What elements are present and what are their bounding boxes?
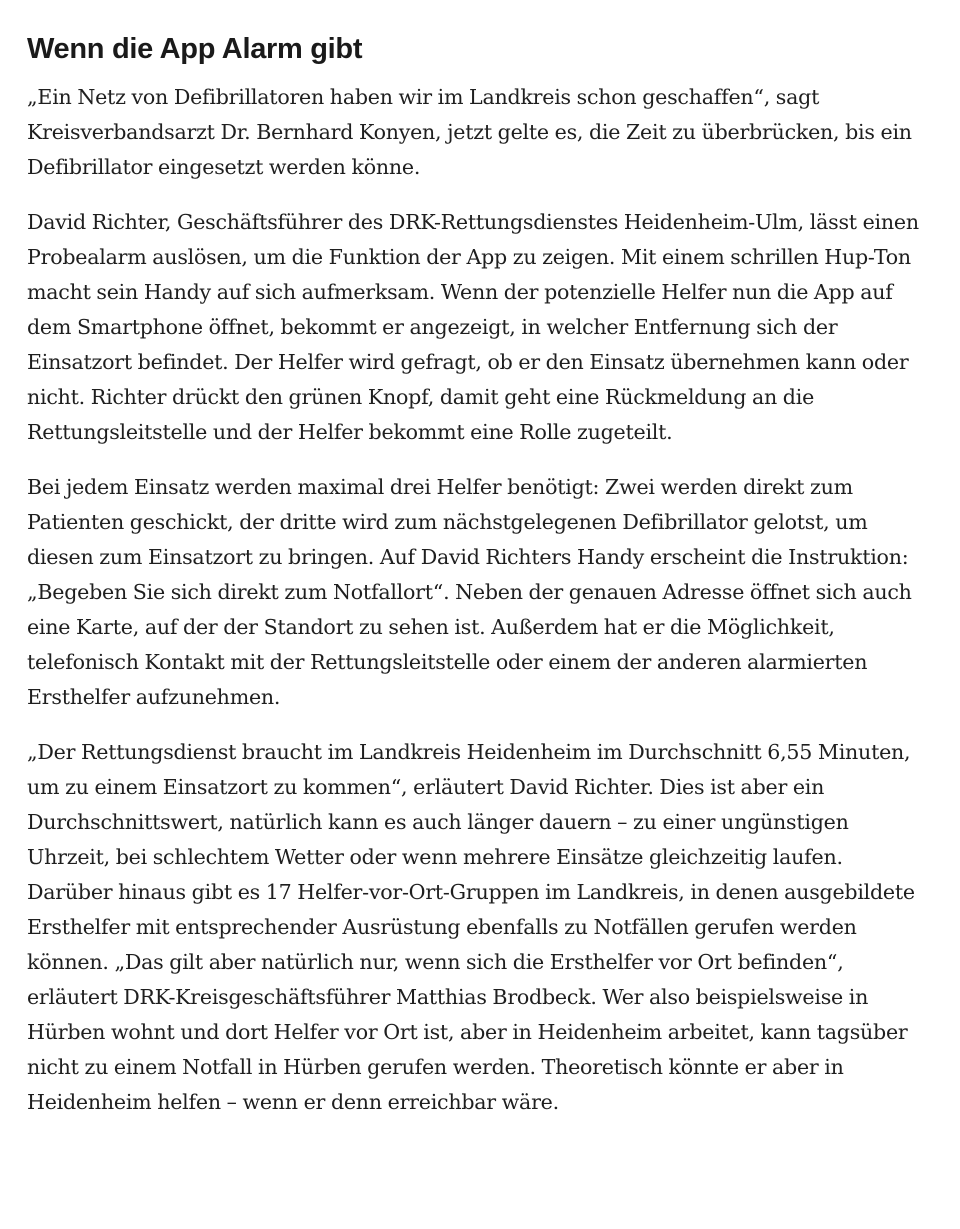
- paragraph-1: „Ein Netz von Defibrillatoren haben wir im Landkreis schon geschaffen“, sagt Kreisverbandsarzt Dr. Bernhard Konyen, jetzt gelte es, die Zeit zu überbrücken, bis ein Defibrillator eingesetzt werden könne.: [27, 85, 912, 179]
- section-heading: Wenn die App Alarm gibt: [27, 33, 363, 65]
- paragraph-3: Bei jedem Einsatz werden maximal drei Helfer benötigt: Zwei werden direkt zum Patienten geschickt, der dritte wird zum nächstgelegenen Defibrillator gelotst, um diesen zum Einsatzort zu bringen. Auf David Richters Handy erscheint die Instruktion: „Begeben Sie sich direkt zum Notfallort“. Neben der genauen Adresse öffnet sich auch eine Karte, auf der der Standort zu sehen ist. Außerdem hat er die Möglichkeit, telefonisch Kontakt mit der Rettungsleitstelle oder einem der anderen alarmierten Ersthelfer aufzunehmen.: [27, 475, 912, 709]
- paragraph-2: David Richter, Geschäftsführer des DRK-Rettungsdienstes Heidenheim-Ulm, lässt einen Probealarm auslösen, um die Funktion der App zu zeigen. Mit einem schrillen Hup-Ton macht sein Handy auf sich aufmerksam. Wenn der potenzielle Helfer nun die App auf dem Smartphone öffnet, bekommt er angezeigt, in welcher Entfernung sich der Einsatzort befindet. Der Helfer wird gefragt, ob er den Einsatz übernehmen kann oder nicht. Richter drückt den grünen Knopf, damit geht eine Rückmeldung an die Rettungsleitstelle und der Helfer bekommt eine Rolle zugeteilt.: [27, 210, 919, 444]
- paragraph-4: „Der Rettungsdienst braucht im Landkreis Heidenheim im Durchschnitt 6,55 Minuten, um zu einem Einsatzort zu kommen“, erläutert David Richter. Dies ist aber ein Durchschnittswert, natürlich kann es auch länger dauern – zu einer ungünstigen Uhrzeit, bei schlechtem Wetter oder wenn mehrere Einsätze gleichzeitig laufen. Darüber hinaus gibt es 17 Helfer-vor-Ort-Gruppen im Landkreis, in denen ausgebildete Ersthelfer mit entsprechender Ausrüstung ebenfalls zu Notfällen gerufen werden können. „Das gilt aber natürlich nur, wenn sich die Ersthelfer vor Ort befinden“, erläutert DRK-Kreisgeschäftsführer Matthias Brodbeck. Wer also beispielsweise in Hürben wohnt und dort Helfer vor Ort ist, aber in Heidenheim arbeitet, kann tagsüber nicht zu einem Notfall in Hürben gerufen werden. Theoretisch könnte er aber in Heidenheim helfen – wenn er denn erreichbar wäre.: [27, 740, 915, 1114]
- article-body: [27, 30, 927, 1140]
